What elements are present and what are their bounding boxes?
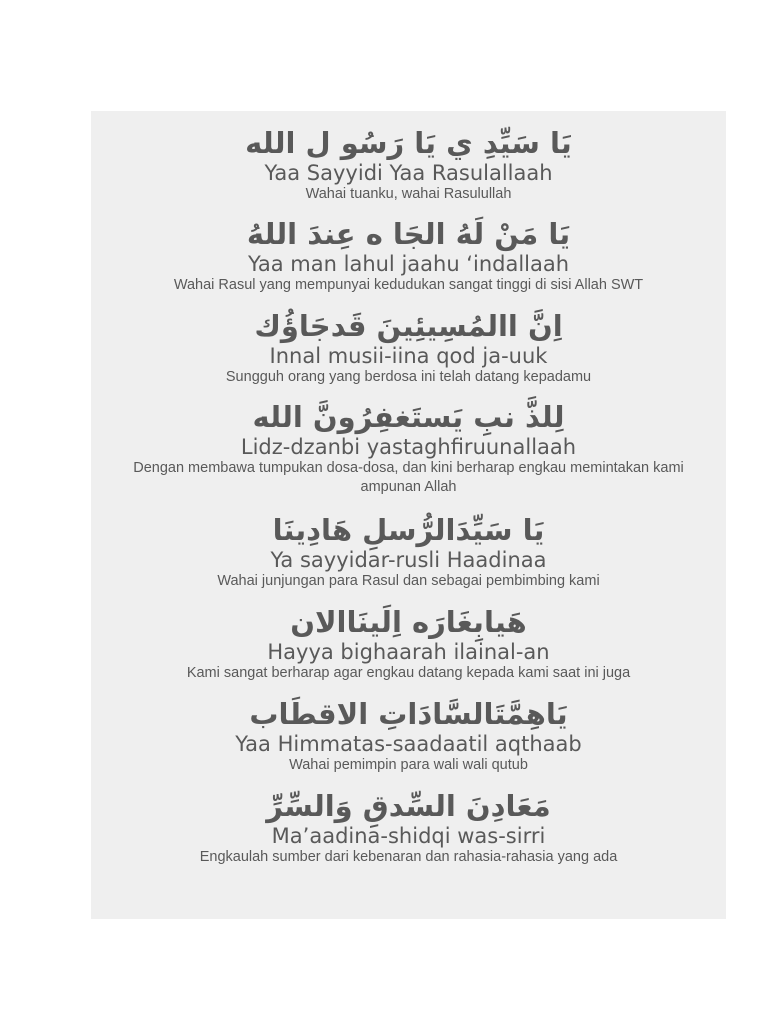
translation-text: Wahai pemimpin para wali wali qutub <box>289 757 528 773</box>
translation-text: Wahai Rasul yang mempunyai kedudukan sangat tinggi di sisi Allah SWT <box>173 277 644 293</box>
transliteration-text: Yaa Sayyidi Yaa Rasulallaah <box>264 161 553 185</box>
verse-2 <box>91 216 726 295</box>
translation-text: Wahai junjungan para Rasul dan sebagai pembimbing kami <box>217 573 600 589</box>
verse-7 <box>91 696 726 775</box>
transliteration-text: Lidz-dzanbi yastaghfiruunallaah <box>240 435 577 459</box>
verse-6 <box>91 604 726 683</box>
verse-3 <box>91 308 726 387</box>
translation-text: Kami sangat berharap agar engkau datang kepada kami saat ini juga <box>186 665 631 681</box>
transliteration-text: Yaa man lahul jaahu ‘indallaah <box>247 252 570 276</box>
transliteration-text: Ma’aadina-shidqi was-sirri <box>271 824 546 848</box>
lyrics-panel <box>91 111 726 919</box>
verse-1 <box>91 125 726 204</box>
transliteration-text: Yaa Himmatas-saadaatil aqthaab <box>235 732 582 756</box>
arabic-text: يَاهِمَّتَالسَّادَاتِ الاقطَاب <box>249 697 568 731</box>
arabic-text: لِلذَّ نبِ يَستَغفِرُونَّ الله <box>252 400 565 434</box>
verse-4 <box>91 399 726 497</box>
arabic-text: يَا مَنْ لَهُ الجَا ه عِندَ اللهُ <box>246 217 571 251</box>
arabic-text: مَعَادِنَ السِّدقِ وَالسِّرِّ <box>266 789 551 823</box>
verse-5 <box>91 512 726 591</box>
translation-text: Engkaulah sumber dari kebenaran dan rahasia-rahasia yang ada <box>199 849 618 865</box>
translation-text: Dengan membawa tumpukan dosa-dosa, dan kini berharap engkau memintakan kami ampunan Allah <box>133 460 684 495</box>
arabic-text: اِنَّ االمُسِيئِينَ قَدجَاؤُك <box>254 309 563 343</box>
transliteration-text: Hayya bighaarah ilainal-an <box>267 640 550 664</box>
translation-text: Sungguh orang yang berdosa ini telah datang kepadamu <box>225 369 592 385</box>
arabic-text: هَيابِغَارَه اِلَينَاالان <box>290 605 527 639</box>
transliteration-text: Ya sayyidar-rusli Haadinaa <box>270 548 547 572</box>
arabic-text: يَا سَيِّدَالرُّسلِ هَادِينَا <box>272 513 545 547</box>
arabic-text: يَا سَيِّدِ ي يَا رَسُو ل الله <box>245 126 572 160</box>
translation-text: Wahai tuanku, wahai Rasulullah <box>305 186 512 202</box>
transliteration-text: Innal musii-iina qod ja-uuk <box>269 344 548 368</box>
verse-8 <box>91 788 726 867</box>
